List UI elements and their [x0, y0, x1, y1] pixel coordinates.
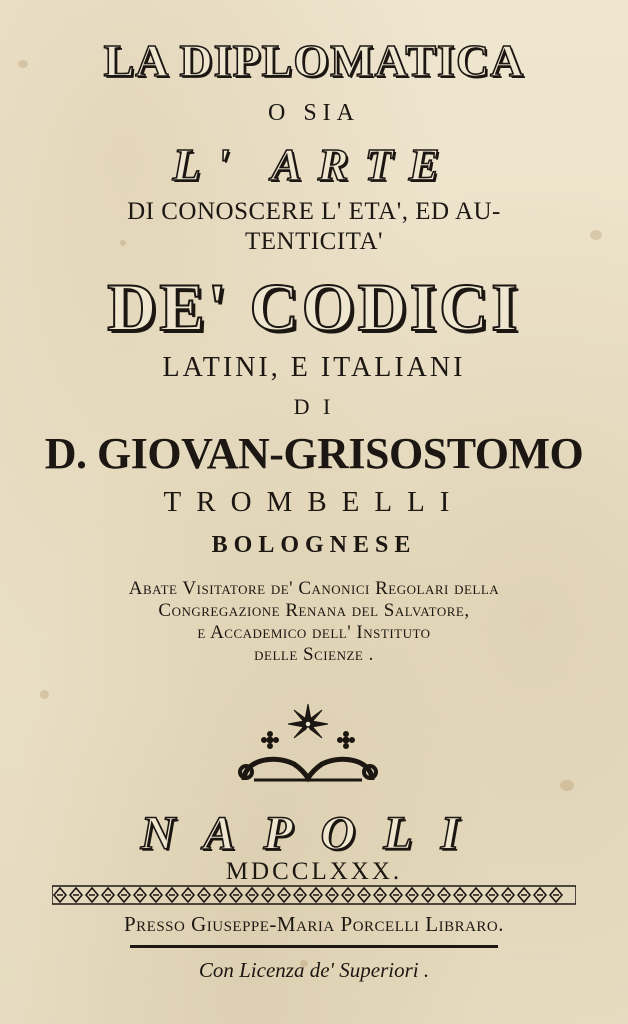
- year: MDCCLXXX.: [225, 858, 403, 885]
- license: Con Licenza de' Superiori .: [198, 958, 430, 982]
- author-role-4: delle Scienze .: [254, 644, 374, 665]
- city: NAPOLI: [140, 807, 488, 860]
- rule-divider: [130, 945, 498, 948]
- author-role-2: Congregazione Renana del Salvatore,: [158, 600, 470, 621]
- author-prefix: D I: [293, 394, 335, 419]
- decorative-border: [52, 884, 576, 906]
- printer: Presso Giuseppe-Maria Porcelli Libraro.: [123, 912, 505, 936]
- foxing-spot: [560, 780, 574, 791]
- foxing-spot: [40, 690, 49, 699]
- printers-ornament-icon: [234, 694, 394, 790]
- subtitle-line-2: TENTICITA': [244, 228, 384, 255]
- author-surname: TROMBELLI: [163, 486, 465, 518]
- title-line-3: L' ARTE: [172, 139, 456, 190]
- author-role-1: Abate Visitatore de' Canonici Regolari della: [128, 578, 500, 599]
- title-line-2: O SIA: [267, 100, 360, 126]
- subtitle-line-1: DI CONOSCERE L' ETA', ED AU-: [127, 198, 501, 225]
- author-origin: BOLOGNESE: [211, 532, 417, 558]
- subtitle-line-3: LATINI, E ITALIANI: [162, 352, 466, 383]
- title-line-4: DE' CODICI: [107, 269, 521, 345]
- author-name: D. GIOVAN-GRISOSTOMO: [44, 429, 584, 478]
- title-line-1: LA DIPLOMATICA: [103, 35, 525, 86]
- author-role-3: e Accademico dell' Instituto: [197, 622, 431, 643]
